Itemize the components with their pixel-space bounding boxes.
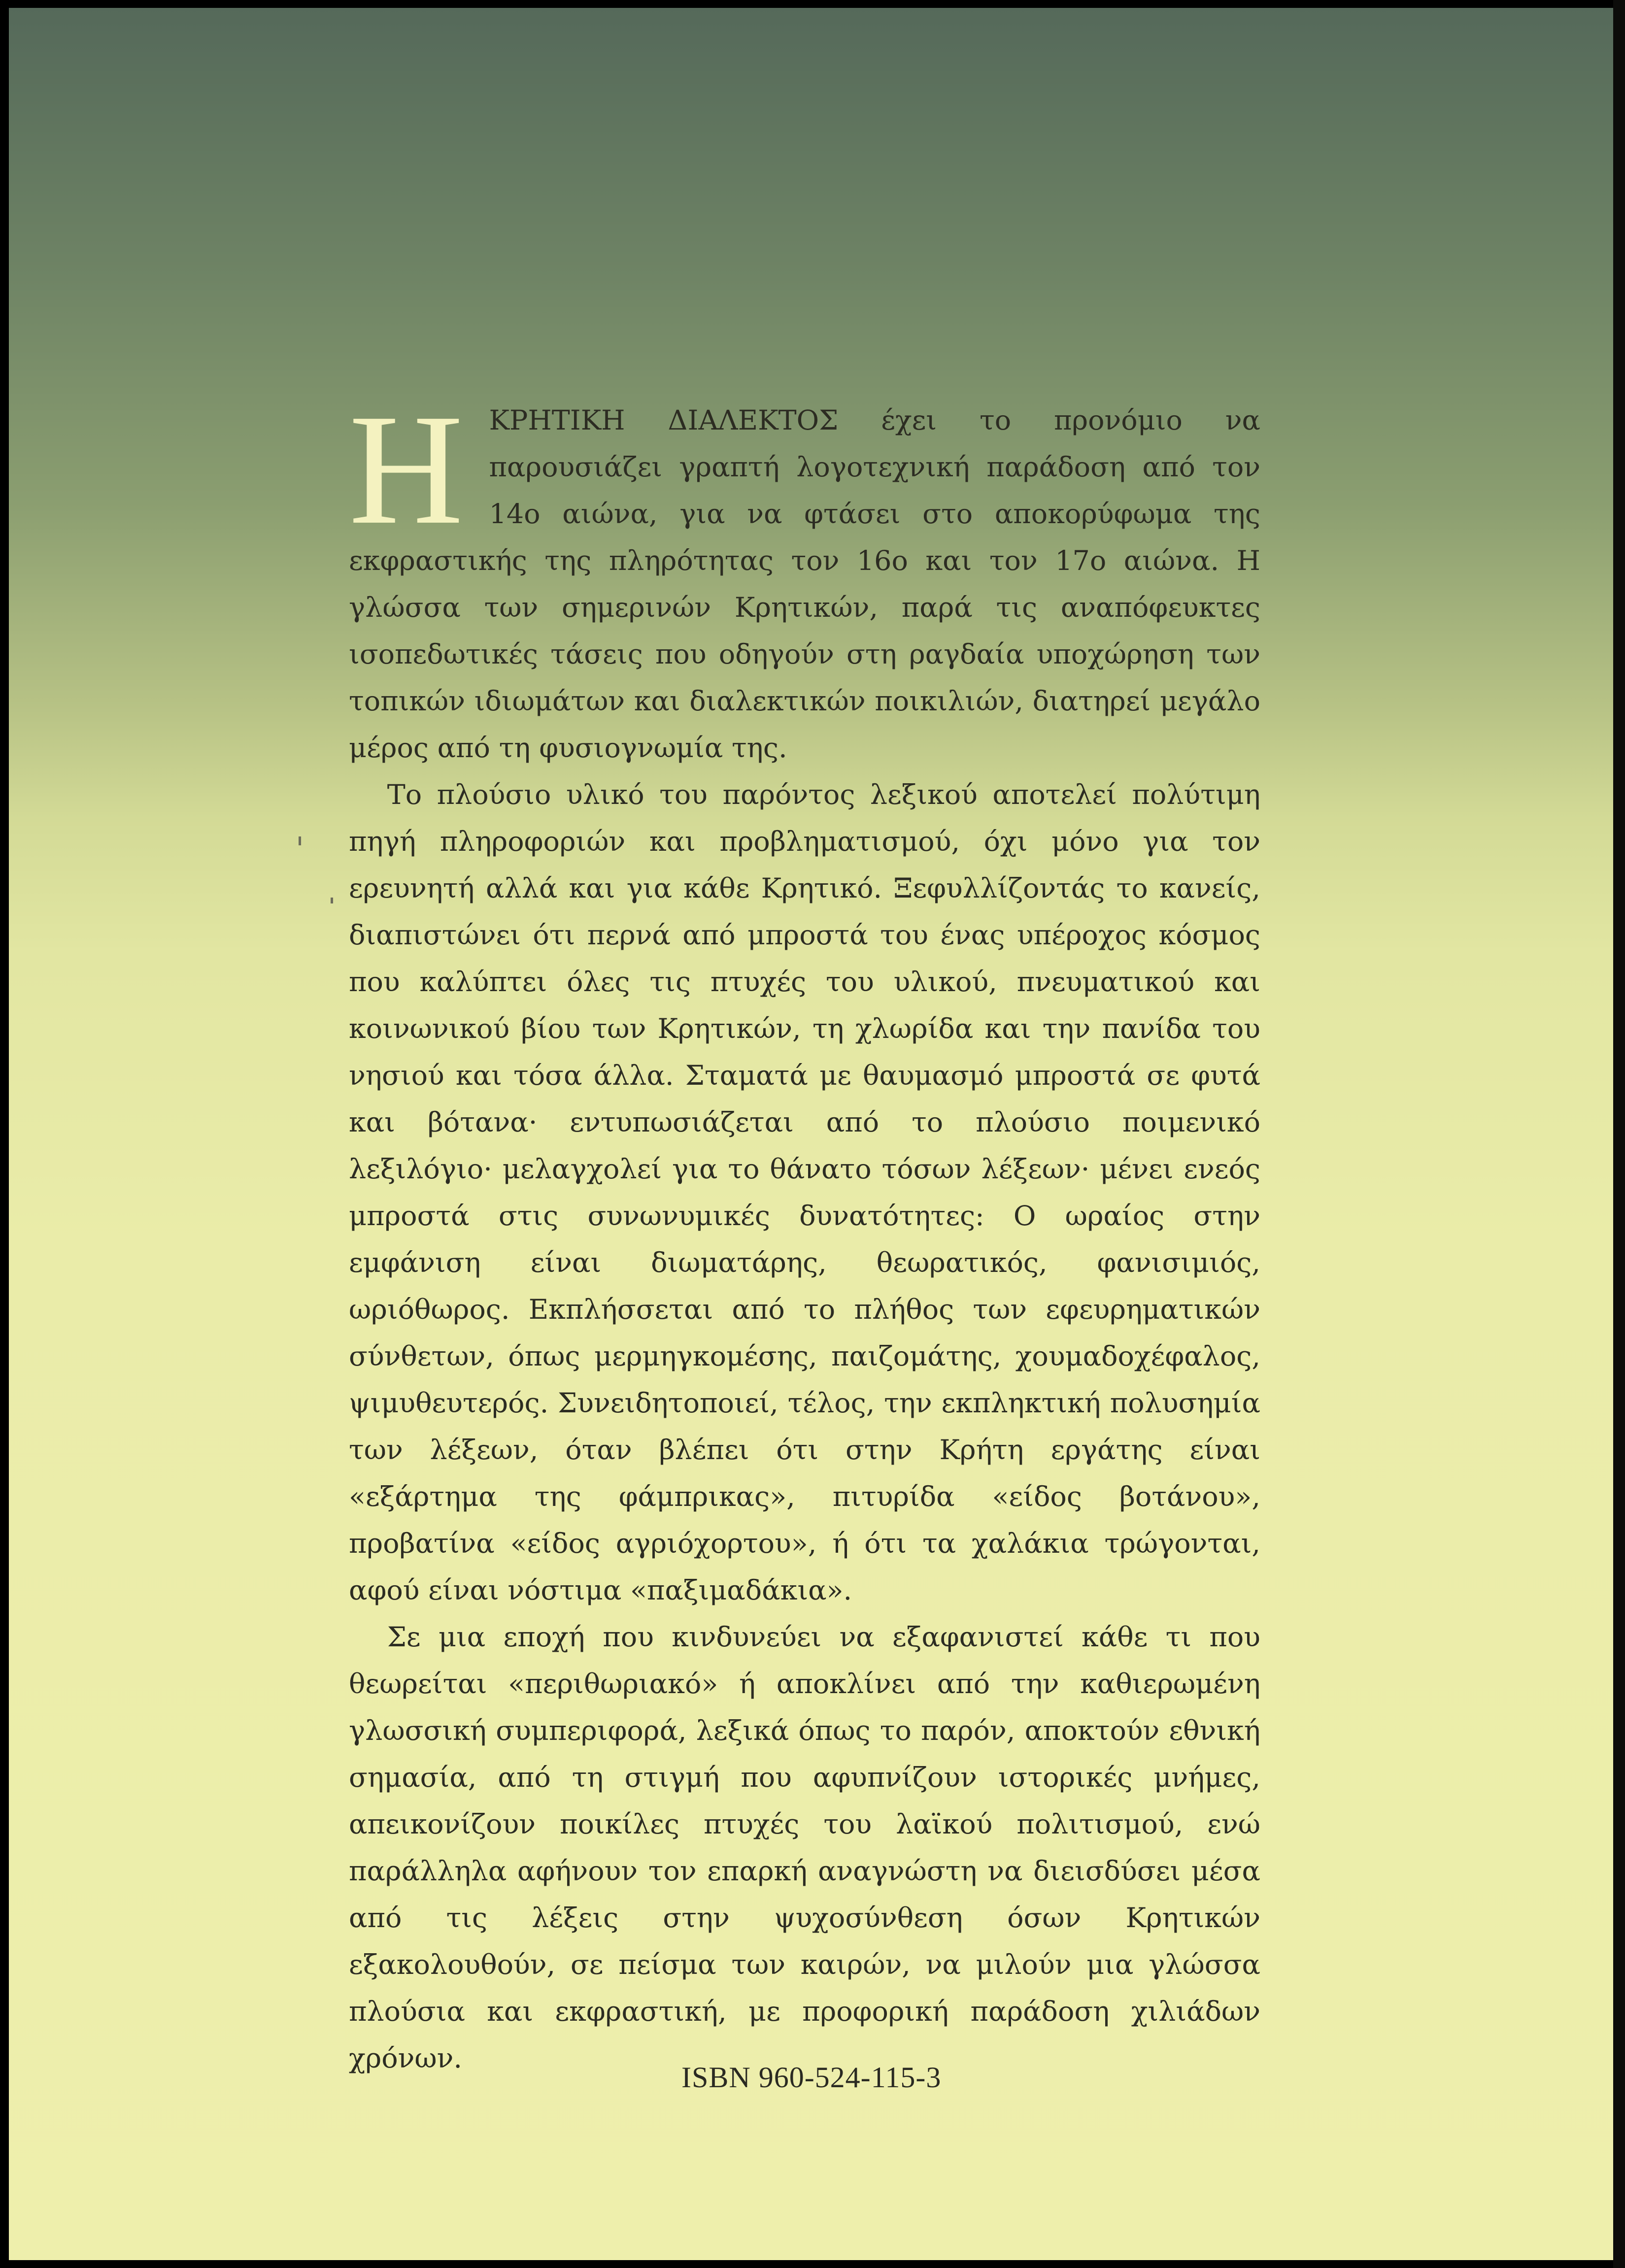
paragraph-3: Σε μια εποχή που κινδυνεύει να εξαφανιστεί κάθε τι που θεωρείται «περιθωριακό» ή αποκλίνει από την καθιερωμένη γλωσσική συμπεριφορά, λεξικά όπως το παρόν, αποκτούν εθνική σημασία, από τη στιγμή που αφυπνίζουν ιστορικές μνήμες, απεικονίζουν ποικίλες πτυχές του λαϊκού πολιτισμού, ενώ παράλληλα αφήνουν τον επαρκή αναγνώστη να διεισδύσει μέσα από τις λέξεις στην ψυχοσύνθεση όσων Κρητικών εξακολουθούν, σε πείσμα των καιρών, να μιλούν μια γλώσσα πλούσια και εκφραστική, με προφορική παράδοση χιλιάδων χρόνων.	[349, 1621, 1260, 2074]
back-cover	[9, 8, 1613, 2260]
scan-edge	[1613, 0, 1625, 2268]
paragraph-1	[349, 381, 1260, 771]
scan-mark	[299, 836, 301, 845]
blurb-text	[349, 381, 1260, 2082]
paragraph-1-text: ΚΡΗΤΙΚΗ ΔΙΑΛΕΚΤΟΣ έχει το προνόμιο να παρουσιάζει γραπτή λογοτεχνική παράδοση από τον 14ο αιώνα, για να φτάσει στο αποκορύφωμα της εκφραστικής της πληρότητας τον 16ο και τον 17ο αιώνα. Η γλώσσα των σημερινών Κρητικών, παρά τις αναπόφευκτες ισοπεδωτικές τάσεις που οδηγούν στη ραγδαία υποχώρηση των τοπικών ιδιωμάτων και διαλεκτικών ποικιλιών, διατηρεί μεγάλο μέρος από τη φυσιογνωμία της.	[349, 404, 1260, 764]
paragraph-2: Το πλούσιο υλικό του παρόντος λεξικού αποτελεί πολύτιμη πηγή πληροφοριών και προβληματισμού, όχι μόνο για τον ερευνητή αλλά και για κάθε Κρητικό. Ξεφυλλίζοντάς το κανείς, διαπιστώνει ότι περνά από μπροστά του ένας υπέροχος κόσμος που καλύπτει όλες τις πτυχές του υλικού, πνευματικού και κοινωνικού βίου των Κρητικών, τη χλωρίδα και την πανίδα του νησιού και τόσα άλλα. Σταματά με θαυμασμό μπροστά σε φυτά και βότανα· εντυπωσιάζεται από το πλούσιο ποιμενικό λεξιλόγιο· μελαγχολεί για το θάνατο τόσων λέξεων· μένει ενεός μπροστά στις συνωνυμικές δυνατότητες: Ο ωραίος στην εμφάνιση είναι διωματάρης, θεωρατικός, φανισιμιός, ωριόθωρος. Εκπλήσσεται από το πλήθος των εφευρηματικών σύνθετων, όπως μερμηγκομέσης, παιζομάτης, χουμαδοχέφαλος, ψιμυθευτερός. Συνειδητοποιεί, τέλος, την εκπληκτική πολυσημία των λέξεων, όταν βλέπει ότι στην Κρήτη εργάτης είναι «εξάρτημα της φάμπρικας», πιτυρίδα «είδος βοτάνου», προβατίνα «είδος αγριόχορτου», ή ότι τα χαλάκια τρώγονται, αφού είναι νόστιμα «παξιμαδάκια».	[349, 779, 1260, 1606]
drop-cap: Η	[349, 381, 464, 557]
isbn-number: ISBN 960-524-115-3	[681, 2061, 942, 2094]
scan-mark	[331, 898, 333, 903]
